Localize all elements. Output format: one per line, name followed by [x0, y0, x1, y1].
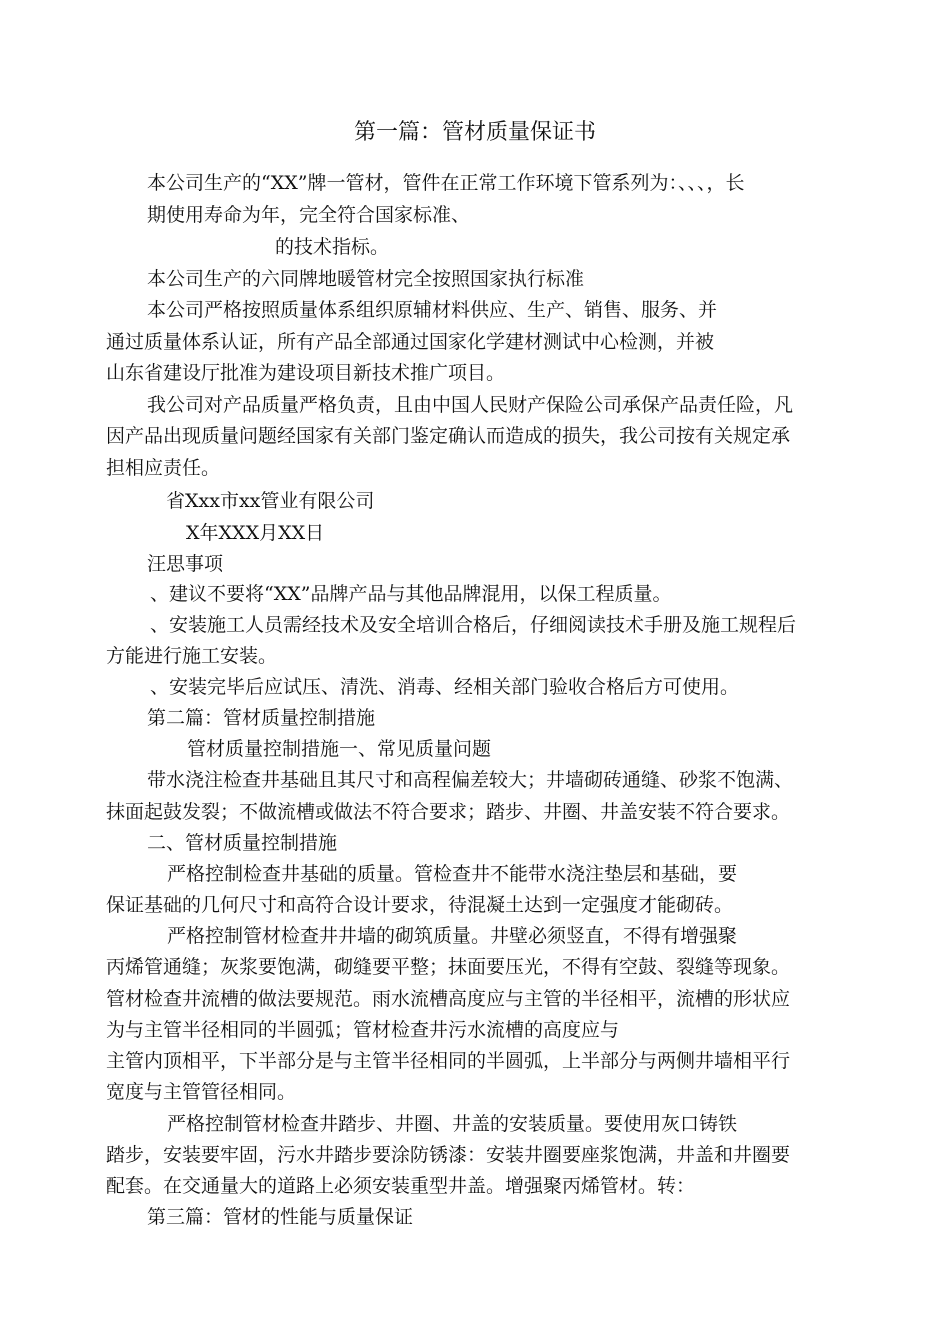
text-line: 本公司生产的“XX”牌一管材，管件在正常工作环境下管系列为：、、、，长	[147, 172, 745, 194]
text-line: 、建议不要将“XX”品牌产品与其他品牌混用，以保工程质量。	[150, 583, 672, 605]
text-line: 、安装完毕后应试压、清洗、消毒、经相关部门验收合格后方可使用。	[150, 676, 740, 698]
text-line: 严格控制管材检查井踏步、井圈、井盖的安装质量。要使用灰口铸铁	[167, 1113, 738, 1135]
text-line: 严格控制检查井基础的质量。管检查井不能带水浇注垫层和基础，要	[167, 863, 738, 885]
text-line: 抹面起鼓发裂；不做流槽或做法不符合要求；踏步、井圈、井盖安装不符合要求。	[106, 801, 791, 823]
text-line: 担相应责任。	[106, 457, 221, 479]
text-line: 因产品出现质量问题经国家有关部门鉴定确认而造成的损失，我公司按有关规定承	[106, 425, 791, 447]
company-signature: 省Xxx市xx管业有限公司	[166, 490, 375, 512]
text-line: 保证基础的几何尺寸和高符合设计要求，待混凝土达到一定强度才能砌砖。	[106, 894, 734, 916]
text-line: 山东省建设厅批准为建设项目新技术推广项目。	[106, 362, 506, 384]
text-line: 丙烯管通缝；灰浆要饱满，砌缝要平整；抹面要压光，不得有空鼓、裂缝等现象。	[106, 956, 791, 978]
text-line: 我公司对产品质量严格负责，且由中国人民财产保险公司承保产品责任险，凡	[147, 394, 794, 416]
text-line: 宽度与主管管径相同。	[106, 1081, 297, 1103]
text-line: 方能进行施工安装。	[106, 645, 278, 667]
text-line: 通过质量体系认证，所有产品全部通过国家化学建材测试中心检测，并被	[106, 331, 715, 353]
section-heading: 汪思事项	[147, 553, 224, 575]
signature-date: X年XXX月XX日	[186, 522, 325, 544]
text-line: 期使用寿命为年，完全符合国家标准、	[147, 204, 471, 226]
text-line: 踏步，安装要牢固，污水井踏步要涂防锈漆：安装井圈要座浆饱满，井盖和井圈要	[106, 1144, 791, 1166]
text-line: 带水浇注检查井基础且其尺寸和高程偏差较大；井墙砌砖通缝、砂浆不饱满、	[147, 769, 794, 791]
section-heading: 管材质量控制措施一、常见质量问题	[187, 738, 492, 760]
text-line: 严格控制管材检查井井墙的砌筑质量。井壁必须竖直，不得有增强聚	[167, 925, 738, 947]
text-line: 为与主管半径相同的半圆弧；管材检查井污水流槽的高度应与	[106, 1019, 620, 1041]
text-line: 的技术指标。	[275, 236, 390, 258]
section-heading: 第三篇：管材的性能与质量保证	[147, 1206, 414, 1228]
section-heading: 第二篇：管材质量控制措施	[147, 707, 376, 729]
text-line: 配套。在交通量大的道路上必须安装重型井盖。增强聚丙烯管材。转：	[106, 1175, 696, 1197]
section-heading: 二、管材质量控制措施	[147, 832, 338, 854]
text-line: 主管内顶相平，下半部分是与主管半径相同的半圆弧，上半部分与两侧井墙相平行	[106, 1050, 791, 1072]
text-line: 本公司严格按照质量体系组织原辅材料供应、生产、销售、服务、并	[147, 299, 718, 321]
text-line: 管材检查井流槽的做法要规范。雨水流槽高度应与主管的半径相平，流槽的形状应	[106, 988, 791, 1010]
page-title: 第一篇：管材质量保证书	[353, 120, 596, 145]
text-line: 、安装施工人员需经技术及安全培训合格后，仔细阅读技术手册及施工规程后	[150, 614, 797, 636]
text-line: 本公司生产的六同牌地暖管材完全按照国家执行标准	[147, 268, 585, 290]
